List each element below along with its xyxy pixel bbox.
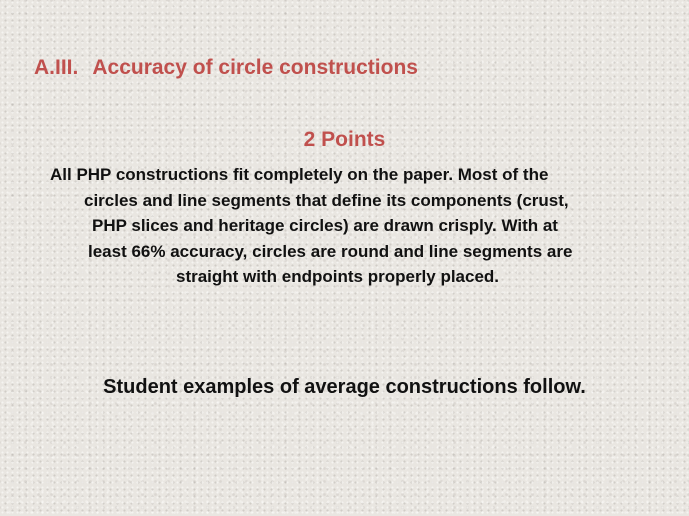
slide-heading (34, 56, 418, 80)
description-line: All PHP constructions fit completely on the paper. Most of the (50, 165, 549, 184)
description-line: least 66% accuracy, circles are round and line segments are (88, 241, 573, 261)
heading-title: Accuracy of circle constructions (92, 56, 418, 79)
description-line: PHP slices and heritage circles) are drawn crisply. With at (92, 216, 558, 235)
points-text: 2 Points (303, 128, 386, 151)
points-label (0, 128, 689, 152)
heading-number: A.III. (34, 56, 79, 79)
examples-follow-text: Student examples of average constructions follow. (103, 376, 586, 398)
description-line: circles and line segments that define its components (crust, (84, 190, 569, 210)
description-line: straight with endpoints properly placed. (176, 267, 500, 286)
criteria-description (50, 162, 650, 290)
